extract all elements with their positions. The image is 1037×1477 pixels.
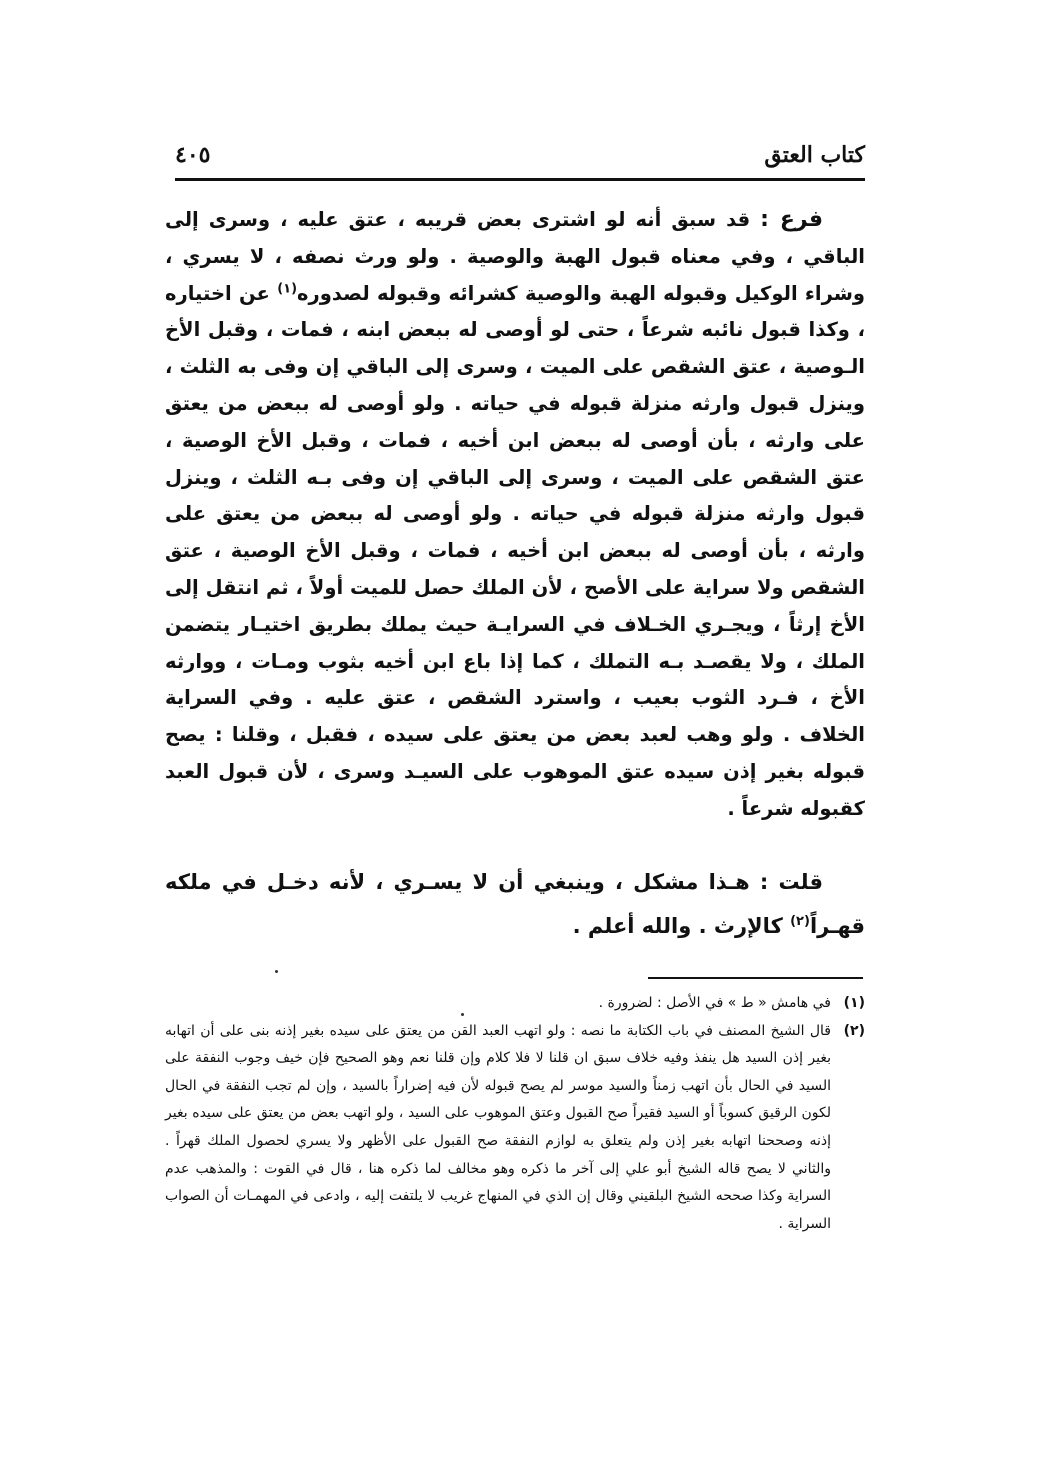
paragraph-text: قلت : هـذا مشكل ، وينبغي أن لا يسـري ، لأنه دخـل في ملكه قهـراً xyxy=(165,869,865,938)
page-header xyxy=(175,140,865,180)
paragraph-qultu xyxy=(165,860,865,948)
footnote-rule xyxy=(648,977,863,979)
footnote-text: قال الشيخ المصنف في باب الكتابة ما نصه : ولو اتهب العبد القن من يعتق على سيده بغير إذنه بنى على أن اتهابه بغير إذن السيد هل ينفذ وفيه خلاف سبق ان قلنا لا فلا كلام وإن قلنا نعم وهو الصحيح فإن خيف وجوب النفقة على السيد في الحال بأن اتهب زمناً والسيد موسر لم يصح قبوله لأن فيه إضراراً بالسيد ، وإن لم تجب النفقة في الحال لكون الرقيق كسوباً أو السيد فقيراً صح القبول وعتق الموهوب على السيد ، ولو اتهب بعض من يعتق على سيده بغير إذنه وصححنا اتهابه بغير إذن ولم يتعلق به لوازم النفقة صح القبول على الأظهر ولا يسري لحصول الملك قهراً . والثاني لا يصح قاله الشيخ أبو علي إلى آخر ما ذكره وهو مخالف لما ذكره هنا ، قال في القوت : والمذهب عدم السراية وكذا صححه الشيخ البلقيني وقال إن الذي في المنهاج غريب لا يلتفت إليه ، وادعى في المهمـات أن الصواب السراية . xyxy=(165,1022,831,1232)
paragraph-text: قد سبق أنه لو اشترى بعض قريبه ، عتق عليه ، وسرى إلى الباقي ، وفي معناه قبول الهبة والوصية . ولو ورث نصفه ، لا يسري ، وشراء الوكيل وقبوله الهبة والوصية كشرائه وقبوله لصدوره xyxy=(165,208,866,305)
main-text xyxy=(165,202,865,948)
footnote-item xyxy=(165,1018,865,1239)
footnote-item xyxy=(165,990,865,1018)
footnote-text: في هامش « ط » في الأصل : لضرورة . xyxy=(598,995,831,1011)
paragraph-text-continued: كالإرث . والله أعلم . xyxy=(572,913,783,938)
footnote-reference-1[interactable]: (١) xyxy=(277,281,298,297)
footnote-number: (١) xyxy=(843,995,865,1011)
print-speck xyxy=(275,970,278,973)
footnote-reference-2[interactable]: (٢) xyxy=(790,913,810,929)
header-rule xyxy=(175,178,865,181)
paragraph-lead-far: فرع : xyxy=(760,207,823,232)
paragraph-far xyxy=(165,202,865,828)
running-title: كتاب العتق xyxy=(764,142,865,168)
paragraph-text-continued: عن اختياره ، وكذا قبول نائبه شرعاً ، حتى لو أوصى له ببعض ابنه ، فمات ، وقبل الأخ الـوصية ، عتق الشقص على الميت ، وسرى إلى الباقي إن وفى به الثلث ، وينزل قبول وارثه منزلة قبوله في حياته . ولو أوصى له ببعض من يعتق على وارثه ، بأن أوصى له ببعض ابن أخيه ، فمات ، وقبل الأخ الوصية ، عتق الشقص على الميت ، وسرى إلى الباقي إن وفى بـه الثلث ، وينزل قبول وارثه منزلة قبوله في حياته . ولو أوصى له ببعض من يعتق على وارثه ، بأن أوصى له ببعض ابن أخيه ، فمات ، وقبل الأخ الوصية ، عتق الشقص ولا سراية على الأصح ، لأن الملك حصل للميت أولاً ، ثم انتقل إلى الأخ إرثاً ، ويجـري الخـلاف في السرايـة حيث يملك بطريق اختيـار يتضمن الملك ، ولا يقصـد بـه التملك ، كما إذا باع ابن أخيه بثوب ومـات ، ووارثه الأخ ، فـرد الثوب بعيب ، واسترد الشقص ، عتق عليه . وفي السراية الخلاف . ولو وهب لعبد بعض من يعتق على سيده ، فقبل ، وقلنا : يصح قبوله بغير إذن سيده عتق الموهوب على السيـد وسرى ، لأن قبول العبد كقبوله شرعاً . xyxy=(165,281,865,820)
page-number: ٤٠٥ xyxy=(175,142,211,168)
footnote-number: (٢) xyxy=(843,1022,865,1039)
footnotes xyxy=(165,990,865,1238)
